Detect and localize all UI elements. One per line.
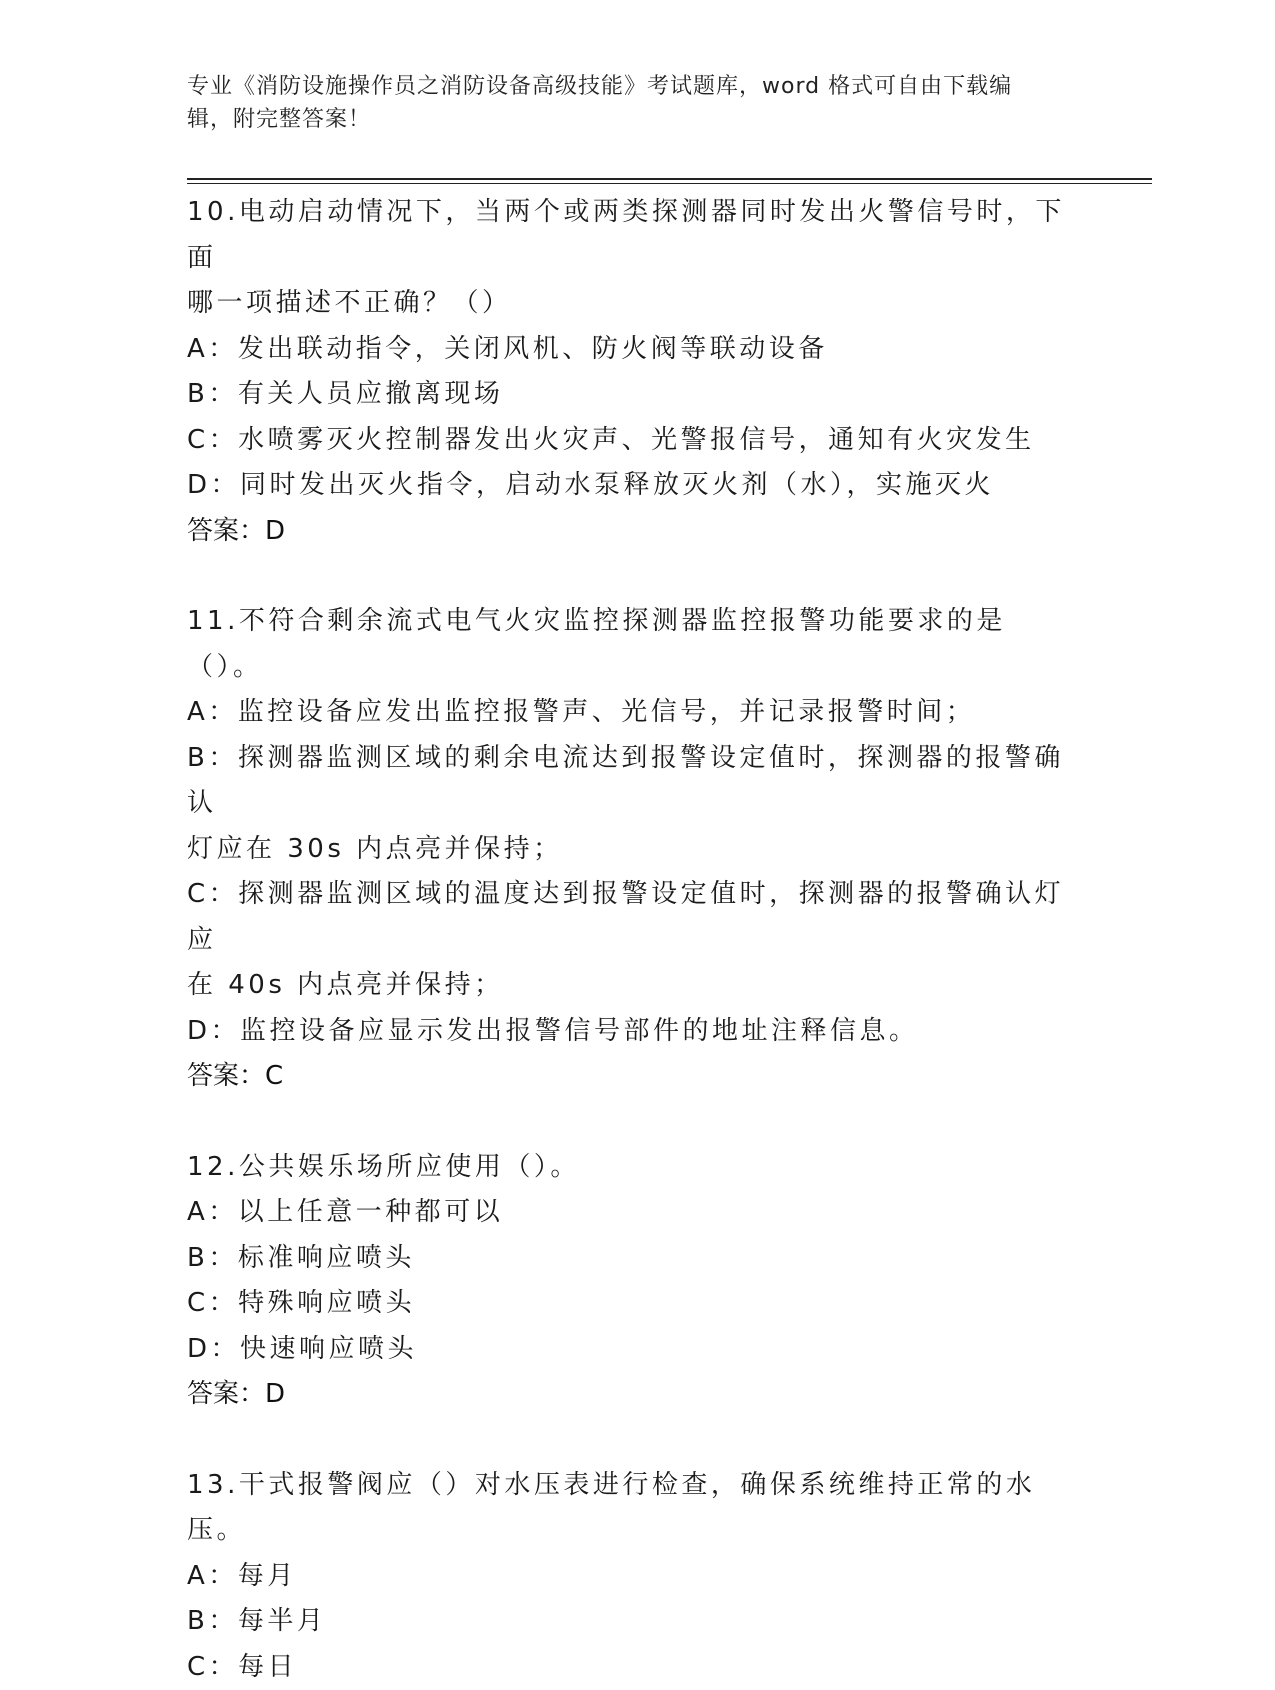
option-b: B：探测器监测区域的剩余电流达到报警设定值时，探测器的报警确认 — [187, 736, 1067, 827]
option-c: C：探测器监测区域的温度达到报警设定值时，探测器的报警确认灯应 — [187, 872, 1067, 963]
question-stem-line: 10.电动启动情况下，当两个或两类探测器同时发出火警信号时，下面 — [187, 190, 1067, 281]
question-10 — [187, 190, 1067, 554]
question-stem-line: 13.干式报警阀应（）对水压表进行检查，确保系统维持正常的水压。 — [187, 1463, 1067, 1554]
option-c: C：每日 — [187, 1645, 1067, 1690]
option-c: C：特殊响应喷头 — [187, 1281, 1067, 1327]
option-d: D：快速响应喷头 — [187, 1327, 1067, 1373]
question-12 — [187, 1145, 1067, 1418]
option-d: D：监控设备应显示发出报警信号部件的地址注释信息。 — [187, 1009, 1067, 1055]
option-a: A：监控设备应发出监控报警声、光信号，并记录报警时间； — [187, 690, 1067, 736]
header-divider-thin — [187, 183, 1152, 184]
header-divider-thick — [187, 178, 1152, 180]
question-stem-line: 12.公共娱乐场所应使用（）。 — [187, 1145, 1067, 1191]
option-a: A：发出联动指令，关闭风机、防火阀等联动设备 — [187, 327, 1067, 373]
option-d: D：同时发出灭火指令，启动水泵释放灭火剂（水），实施灭火 — [187, 463, 1067, 509]
header-line-1: 专业《消防设施操作员之消防设备高级技能》考试题库，word 格式可自由下载编 — [187, 70, 1067, 103]
answer-text: 答案：D — [187, 1372, 1067, 1418]
question-gap — [187, 554, 1067, 599]
option-b: B：每半月 — [187, 1599, 1067, 1645]
question-gap — [187, 1418, 1067, 1463]
option-a: A：每月 — [187, 1554, 1067, 1600]
option-c: C：水喷雾灭火控制器发出火灾声、光警报信号，通知有火灾发生 — [187, 418, 1067, 464]
question-13 — [187, 1463, 1067, 1690]
option-b: B：有关人员应撤离现场 — [187, 372, 1067, 418]
option-c-continued: 在 40s 内点亮并保持； — [187, 963, 1067, 1009]
question-gap — [187, 1100, 1067, 1145]
header-line-2: 辑，附完整答案！ — [187, 103, 1067, 136]
option-a: A：以上任意一种都可以 — [187, 1190, 1067, 1236]
question-list — [187, 190, 1067, 1690]
answer-text: 答案：D — [187, 509, 1067, 555]
question-stem-line: 哪一项描述不正确？（） — [187, 281, 1067, 327]
answer-text: 答案：C — [187, 1054, 1067, 1100]
question-11 — [187, 599, 1067, 1100]
option-b: B：标准响应喷头 — [187, 1236, 1067, 1282]
option-b-continued: 灯应在 30s 内点亮并保持； — [187, 827, 1067, 873]
question-stem-line: 11.不符合剩余流式电气火灾监控探测器监控报警功能要求的是（）。 — [187, 599, 1067, 690]
document-header — [187, 70, 1067, 136]
